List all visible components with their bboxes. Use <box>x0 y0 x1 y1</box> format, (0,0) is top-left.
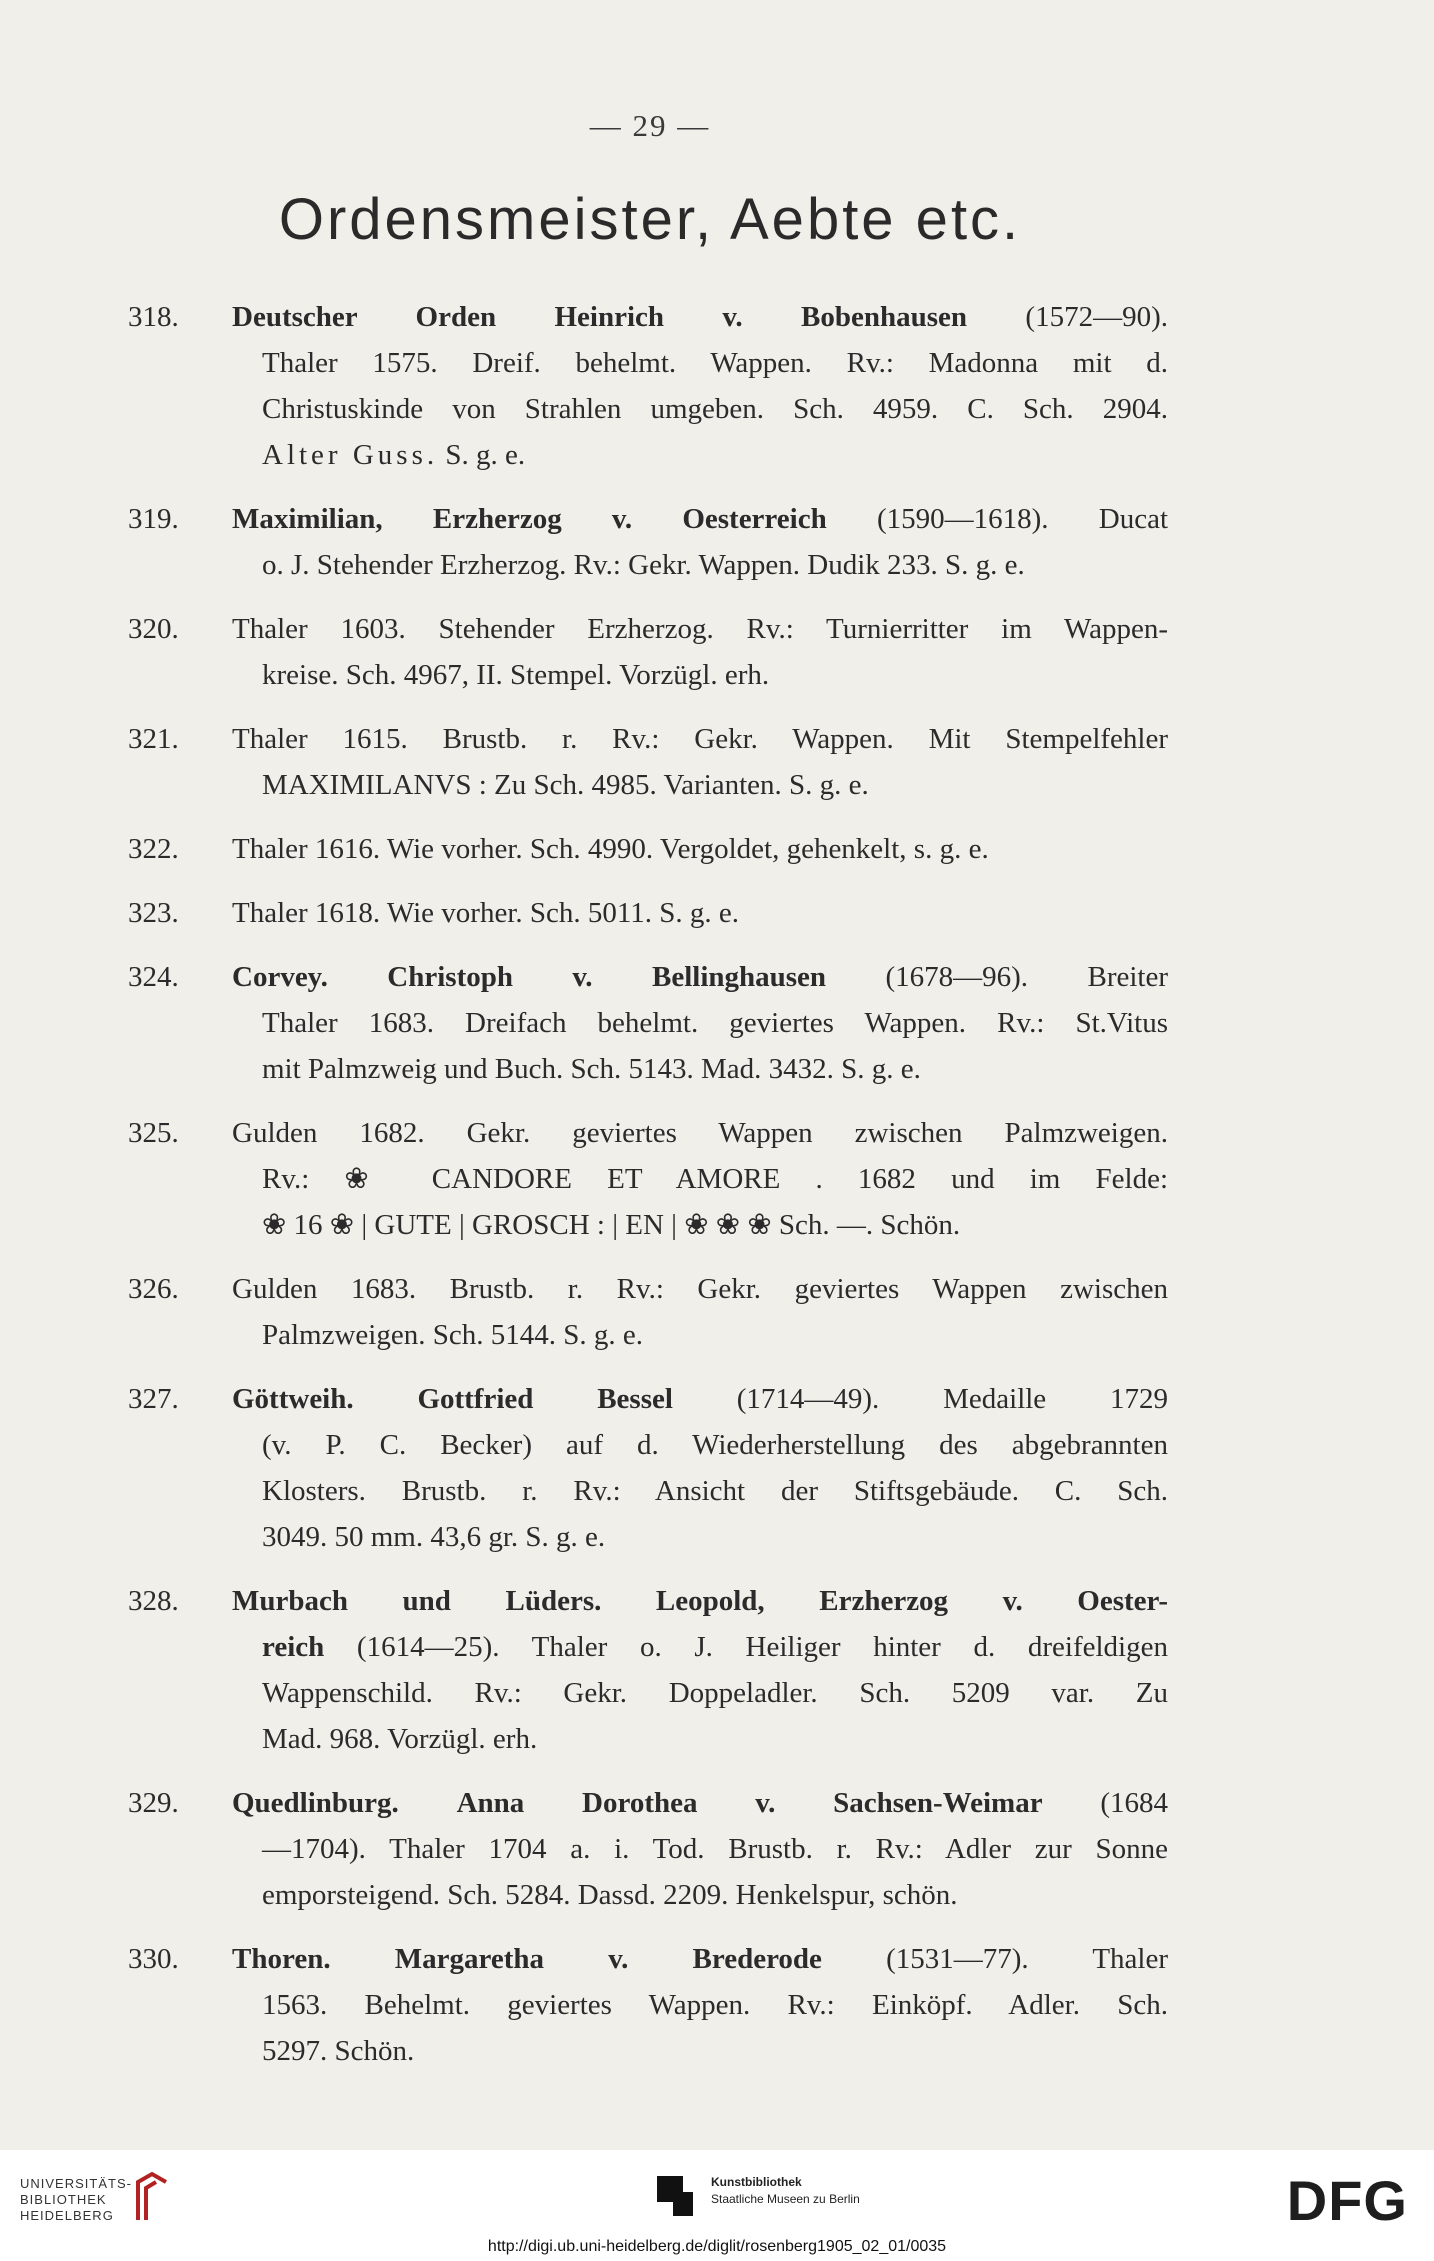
entry-line <box>232 1982 1168 2028</box>
entry-line <box>232 340 1168 386</box>
entry-text <box>232 606 1168 698</box>
entry-line <box>232 1578 1168 1624</box>
catalog-entry <box>128 1110 1168 1248</box>
entry-line-text: Thaler 1683. Dreifach behelmt. geviertes Wappen. Rv.: St.Vitus <box>262 1007 1168 1039</box>
entry-line <box>232 652 1168 698</box>
catalog-entry <box>128 890 1168 936</box>
entry-line-emphasis: Deutscher Orden <box>232 301 497 333</box>
entry-line-text: Thaler 1618. Wie vorher. Sch. 5011. S. g. e. <box>232 897 740 929</box>
catalog-entry <box>128 496 1168 588</box>
entry-line-emphasis: Murbach und Lüders. <box>232 1585 602 1617</box>
entry-line-text: Palmzweigen. Sch. 5144. S. g. e. <box>262 1319 643 1351</box>
entry-line-emphasis: Quedlinburg. <box>232 1787 399 1819</box>
entry-line <box>232 1514 1168 1560</box>
entry-number: 328. <box>128 1585 179 1617</box>
catalog-entry <box>128 1376 1168 1560</box>
catalog-entries <box>128 294 1168 2092</box>
entry-line-text: —1704). Thaler 1704 a. i. Tod. Brustb. r. Rv.: Adler zur Sonne <box>262 1833 1168 1865</box>
entry-line <box>232 1312 1168 1358</box>
entry-text <box>232 1936 1168 2074</box>
entry-line-text: MAXIMILANVS : Zu Sch. 4985. Varianten. S. g. e. <box>262 769 869 801</box>
footer <box>0 2150 1434 2261</box>
entry-line-text: Mad. 968. Vorzügl. erh. <box>262 1723 538 1755</box>
entry-line-emphasis: Margaretha v. Brederode <box>394 1943 822 1975</box>
entry-text <box>232 294 1168 478</box>
entry-line-text: Klosters. Brustb. r. Rv.: Ansicht der Stiftsgebäude. C. Sch. <box>262 1475 1168 1507</box>
entry-line-text: Thaler 1615. Brustb. r. Rv.: Gekr. Wappen. Mit Stempelfehler <box>232 723 1168 755</box>
entry-line-text: (1590—1618). Ducat <box>826 503 1168 535</box>
entry-line-text: (1531—77). Thaler <box>821 1943 1169 1975</box>
entry-line <box>232 890 1168 936</box>
entry-line-text: 3049. 50 mm. 43,6 gr. S. g. e. <box>262 1521 606 1553</box>
catalog-entry <box>128 1578 1168 1762</box>
entry-line-text: Christuskinde von Strahlen umgeben. Sch. 4959. C. Sch. 2904. <box>262 393 1168 425</box>
catalog-entry <box>128 1266 1168 1358</box>
entry-line <box>232 542 1168 588</box>
entry-line <box>232 1156 1168 1202</box>
entry-line <box>232 826 1168 872</box>
entry-line <box>232 1376 1168 1422</box>
entry-line <box>232 1624 1168 1670</box>
entry-line-text: 5297. Schön. <box>262 2035 415 2067</box>
catalog-entry <box>128 294 1168 478</box>
entry-line-emphasis: Maximilian, Erzherzog v. Oesterreich <box>232 503 827 535</box>
entry-text <box>232 1578 1168 1762</box>
entry-line <box>232 762 1168 808</box>
entry-line <box>232 1266 1168 1312</box>
entry-number: 325. <box>128 1117 179 1149</box>
entry-number: 322. <box>128 833 179 865</box>
entry-number: 320. <box>128 613 179 645</box>
entry-line <box>232 1202 1168 1248</box>
catalog-entry <box>128 954 1168 1092</box>
entry-line-text: (1678—96). Breiter <box>826 961 1169 993</box>
entry-number: 323. <box>128 897 179 929</box>
catalog-entry <box>128 1780 1168 1918</box>
entry-line-text: Gulden 1682. Gekr. geviertes Wappen zwischen Palmzweigen. <box>232 1117 1168 1149</box>
entry-line <box>232 606 1168 652</box>
entry-line-text: ❀ 16 ❀ | GUTE | GROSCH : | EN | ❀ ❀ ❀ Sch. —. Schön. <box>262 1209 961 1241</box>
entry-line <box>232 294 1168 340</box>
entry-line <box>232 954 1168 1000</box>
section-heading: Ordensmeister, Aebte etc. <box>278 187 1022 252</box>
entry-line-emphasis: reich <box>262 1631 325 1663</box>
entry-line-emphasis: Gottfried Bessel <box>417 1383 673 1415</box>
entry-line-text: 1563. Behelmt. geviertes Wappen. Rv.: Einköpf. Adler. Sch. <box>262 1989 1168 2021</box>
entry-line <box>232 1780 1168 1826</box>
entry-line-text: S. g. e. <box>438 439 526 471</box>
entry-line-text: (1572—90). <box>967 301 1168 333</box>
entry-number: 326. <box>128 1273 179 1305</box>
entry-line-emphasis: Heinrich v. Bobenhausen <box>554 301 968 333</box>
entry-line <box>232 1670 1168 1716</box>
entry-text <box>232 826 1168 872</box>
source-url[interactable]: http://digi.ub.uni-heidelberg.de/diglit/rosenberg1905_02_01/0035 <box>487 2238 947 2255</box>
entry-line-text: kreise. Sch. 4967, II. Stempel. Vorzügl. erh. <box>262 659 770 691</box>
entry-number: 319. <box>128 503 179 535</box>
entry-line <box>232 1826 1168 1872</box>
entry-line <box>232 386 1168 432</box>
catalog-entry <box>128 716 1168 808</box>
entry-line <box>232 1110 1168 1156</box>
entry-line <box>232 1716 1168 1762</box>
entry-number: 327. <box>128 1383 179 1415</box>
entry-number: 329. <box>128 1787 179 1819</box>
entry-line-emphasis: Alter Guss. <box>262 439 439 471</box>
catalog-entry <box>128 606 1168 698</box>
entry-text <box>232 716 1168 808</box>
entry-line <box>232 1872 1168 1918</box>
entry-number: 330. <box>128 1943 179 1975</box>
entry-line-text: o. J. Stehender Erzherzog. Rv.: Gekr. Wappen. Dudik 233. S. g. e. <box>262 549 1025 581</box>
kunstbibliothek-mark-icon <box>655 2170 695 2218</box>
entry-text <box>232 1780 1168 1918</box>
entry-line <box>232 716 1168 762</box>
entry-line-text: Gulden 1683. Brustb. r. Rv.: Gekr. geviertes Wappen zwischen <box>232 1273 1168 1305</box>
entry-line <box>232 1468 1168 1514</box>
entry-line-text: Thaler 1603. Stehender Erzherzog. Rv.: Turnierritter im Wappen- <box>232 613 1168 645</box>
entry-line-text: mit Palmzweig und Buch. Sch. 5143. Mad. 3432. S. g. e. <box>262 1053 921 1085</box>
catalog-entry <box>128 1936 1168 2074</box>
catalog-entry <box>128 826 1168 872</box>
entry-line <box>232 1046 1168 1092</box>
entry-line-text: (1614—25). Thaler o. J. Heiliger hinter d. dreifeldigen <box>324 1631 1168 1663</box>
entry-text <box>232 1376 1168 1560</box>
entry-text <box>232 890 1168 936</box>
entry-line <box>232 432 1168 478</box>
entry-line-emphasis: Göttweih. <box>232 1383 354 1415</box>
entry-line <box>232 1422 1168 1468</box>
page-number: — 29 — <box>589 108 711 143</box>
entry-line-emphasis: Corvey. <box>232 961 328 993</box>
entry-line-emphasis: Thoren. <box>232 1943 331 1975</box>
university-logo-icon <box>132 2170 172 2226</box>
entry-line <box>232 2028 1168 2074</box>
entry-line <box>232 1000 1168 1046</box>
entry-text <box>232 496 1168 588</box>
entry-line-text: (1714—49). Medaille 1729 <box>672 1383 1168 1415</box>
entry-line-text: Wappenschild. Rv.: Gekr. Doppeladler. Sch. 5209 var. Zu <box>262 1677 1168 1709</box>
entry-line-text: Rv.: ❀ CANDORE ET AMORE . 1682 und im Felde: <box>262 1163 1168 1195</box>
entry-text <box>232 1266 1168 1358</box>
entry-number: 321. <box>128 723 179 755</box>
entry-line-emphasis: Anna Dorothea v. Sachsen-Weimar <box>456 1787 1043 1819</box>
entry-line-text: (1684 <box>1042 1787 1168 1819</box>
entry-line-text: Thaler 1575. Dreif. behelmt. Wappen. Rv.: Madonna mit d. <box>262 347 1168 379</box>
entry-line <box>232 496 1168 542</box>
dfg-logo: DFG <box>1286 2169 1408 2232</box>
entry-line-text: (v. P. C. Becker) auf d. Wiederherstellung des abgebrannten <box>262 1429 1168 1461</box>
entry-line <box>232 1936 1168 1982</box>
university-library-name: UNIVERSITÄTS- BIBLIOTHEK HEIDELBERG <box>20 2176 132 2223</box>
entry-text <box>232 954 1168 1092</box>
entry-line-text: Thaler 1616. Wie vorher. Sch. 4990. Vergoldet, gehenkelt, s. g. e. <box>232 833 989 865</box>
entry-line-text: emporsteigend. Sch. 5284. Dassd. 2209. Henkelspur, schön. <box>262 1879 958 1911</box>
entry-number: 318. <box>128 301 179 333</box>
entry-line-emphasis: Christoph v. Bellinghausen <box>387 961 827 993</box>
entry-text <box>232 1110 1168 1248</box>
entry-line-emphasis: Leopold, Erzherzog v. Oester- <box>655 1585 1168 1617</box>
entry-number: 324. <box>128 961 179 993</box>
kunstbibliothek-logo: Kunstbibliothek Staatliche Museen zu Berlin <box>655 2166 1035 2226</box>
